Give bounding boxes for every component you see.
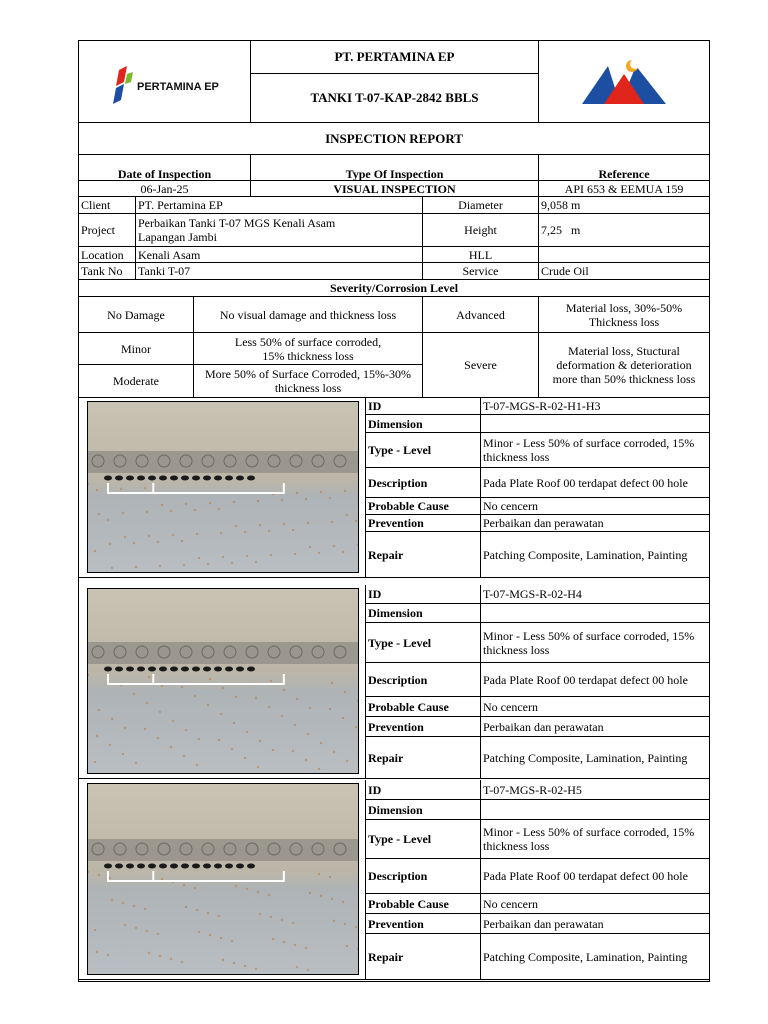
service-value: Crude Oil: [539, 263, 709, 280]
finding-cause-value: No cencern: [481, 894, 709, 914]
finding-id-label: ID: [366, 780, 481, 800]
finding-id-label: ID: [366, 585, 481, 604]
finding-type-level-value: Minor - Less 50% of surface corroded, 15% thickness loss: [481, 820, 709, 859]
reference-label: Reference: [539, 155, 709, 181]
diameter-value: 9,058 m: [539, 197, 709, 214]
severe-label: Severe: [423, 333, 539, 398]
hll-label: HLL: [423, 247, 539, 263]
no-damage-desc: No visual damage and thickness loss: [194, 297, 423, 333]
diameter-label: Diameter: [423, 197, 539, 214]
finding-description-value: Pada Plate Roof 00 terdapat defect 00 hole: [481, 859, 709, 894]
client-value: PT. Pertamina EP: [136, 197, 423, 214]
finding-dimension-value: [481, 800, 709, 820]
finding-description-label: Description: [366, 859, 481, 894]
date-label: Date of Inspection: [79, 155, 251, 181]
finding-prevention-value: Perbaikan dan perawatan: [481, 717, 709, 737]
height-value: 7,25 m: [539, 214, 709, 247]
height-label: Height: [423, 214, 539, 247]
finding-repair-label: Repair: [366, 737, 481, 779]
photo-cell: [79, 398, 366, 578]
finding-prevention-label: Prevention: [366, 717, 481, 737]
location-value: Kenali Asam: [136, 247, 423, 263]
finding-id-value: T-07-MGS-R-02-H5: [481, 780, 709, 800]
advanced-label: Advanced: [423, 297, 539, 333]
project-label: Project: [79, 214, 136, 247]
inspection-report-sheet: [78, 40, 710, 982]
finding-cause-label: Probable Cause: [366, 697, 481, 717]
finding-dimension-label: Dimension: [366, 800, 481, 820]
severe-desc: Material loss, Stuctural deformation & deterioration more than 50% thickness loss: [539, 333, 709, 398]
finding-cause-label: Probable Cause: [366, 894, 481, 914]
finding-repair-label: Repair: [366, 532, 481, 578]
logo-cell: [79, 41, 251, 123]
minor-label: Minor: [79, 333, 194, 365]
finding-cause-label: Probable Cause: [366, 498, 481, 515]
finding-dimension-value: [481, 604, 709, 623]
finding-repair-value: Patching Composite, Lamination, Painting: [481, 532, 709, 578]
no-damage-label: No Damage: [79, 297, 194, 333]
finding-prevention-label: Prevention: [366, 914, 481, 934]
pertamina-logo: [105, 52, 225, 112]
finding-description-value: Pada Plate Roof 00 terdapat defect 00 hole: [481, 468, 709, 498]
moderate-desc: More 50% of Surface Corroded, 15%-30% thickness loss: [194, 365, 423, 398]
finding-prevention-value: Perbaikan dan perawatan: [481, 914, 709, 934]
hll-value: [539, 247, 709, 263]
advanced-desc: Material loss, 30%-50% Thickness loss: [539, 297, 709, 333]
tank-title: TANKI T-07-KAP-2842 BBLS: [251, 74, 539, 123]
finding-repair-value: Patching Composite, Lamination, Painting: [481, 934, 709, 980]
finding-description-label: Description: [366, 663, 481, 697]
reference-value: API 653 & EEMUA 159: [539, 181, 709, 197]
finding-prevention-value: Perbaikan dan perawatan: [481, 515, 709, 532]
type-label: Type Of Inspection: [251, 155, 539, 181]
logo-wordmark: PERTAMINA EP: [136, 80, 219, 93]
project-value: Perbaikan Tanki T-07 MGS Kenali Asam Lapangan Jambi: [136, 214, 423, 247]
service-label: Service: [423, 263, 539, 280]
finding-repair-label: Repair: [366, 934, 481, 980]
photo-cell: [79, 585, 366, 779]
finding-dimension-label: Dimension: [366, 604, 481, 623]
finding-type-level-label: Type - Level: [366, 623, 481, 663]
finding-type-level-value: Minor - Less 50% of surface corroded, 15% thickness loss: [481, 433, 709, 468]
type-value: VISUAL INSPECTION: [251, 181, 539, 197]
emblem-cell: [539, 41, 709, 123]
tank-label: Tank No: [79, 263, 136, 280]
photo-cell: [79, 780, 366, 980]
location-label: Location: [79, 247, 136, 263]
client-label: Client: [79, 197, 136, 214]
finding-repair-value: Patching Composite, Lamination, Painting: [481, 737, 709, 779]
finding-prevention-label: Prevention: [366, 515, 481, 532]
severity-title: Severity/Corrosion Level: [79, 280, 709, 297]
finding-type-level-label: Type - Level: [366, 433, 481, 468]
tank-value: Tanki T-07: [136, 263, 423, 280]
finding-cause-value: No cencern: [481, 697, 709, 717]
company-name: PT. PERTAMINA EP: [251, 41, 539, 74]
minor-desc: Less 50% of surface corroded, 15% thickness loss: [194, 333, 423, 365]
date-value: 06-Jan-25: [79, 181, 251, 197]
finding-dimension-value: [481, 415, 709, 433]
report-title: INSPECTION REPORT: [79, 123, 709, 155]
finding-cause-value: No cencern: [481, 498, 709, 515]
finding-type-level-label: Type - Level: [366, 820, 481, 859]
finding-id-value: T-07-MGS-R-02-H4: [481, 585, 709, 604]
finding-type-level-value: Minor - Less 50% of surface corroded, 15% thickness loss: [481, 623, 709, 663]
finding-id-label: ID: [366, 398, 481, 415]
emblem-icon: [574, 52, 674, 112]
finding-id-value: T-07-MGS-R-02-H1-H3: [481, 398, 709, 415]
finding-dimension-label: Dimension: [366, 415, 481, 433]
moderate-label: Moderate: [79, 365, 194, 398]
finding-description-label: Description: [366, 468, 481, 498]
finding-description-value: Pada Plate Roof 00 terdapat defect 00 hole: [481, 663, 709, 697]
